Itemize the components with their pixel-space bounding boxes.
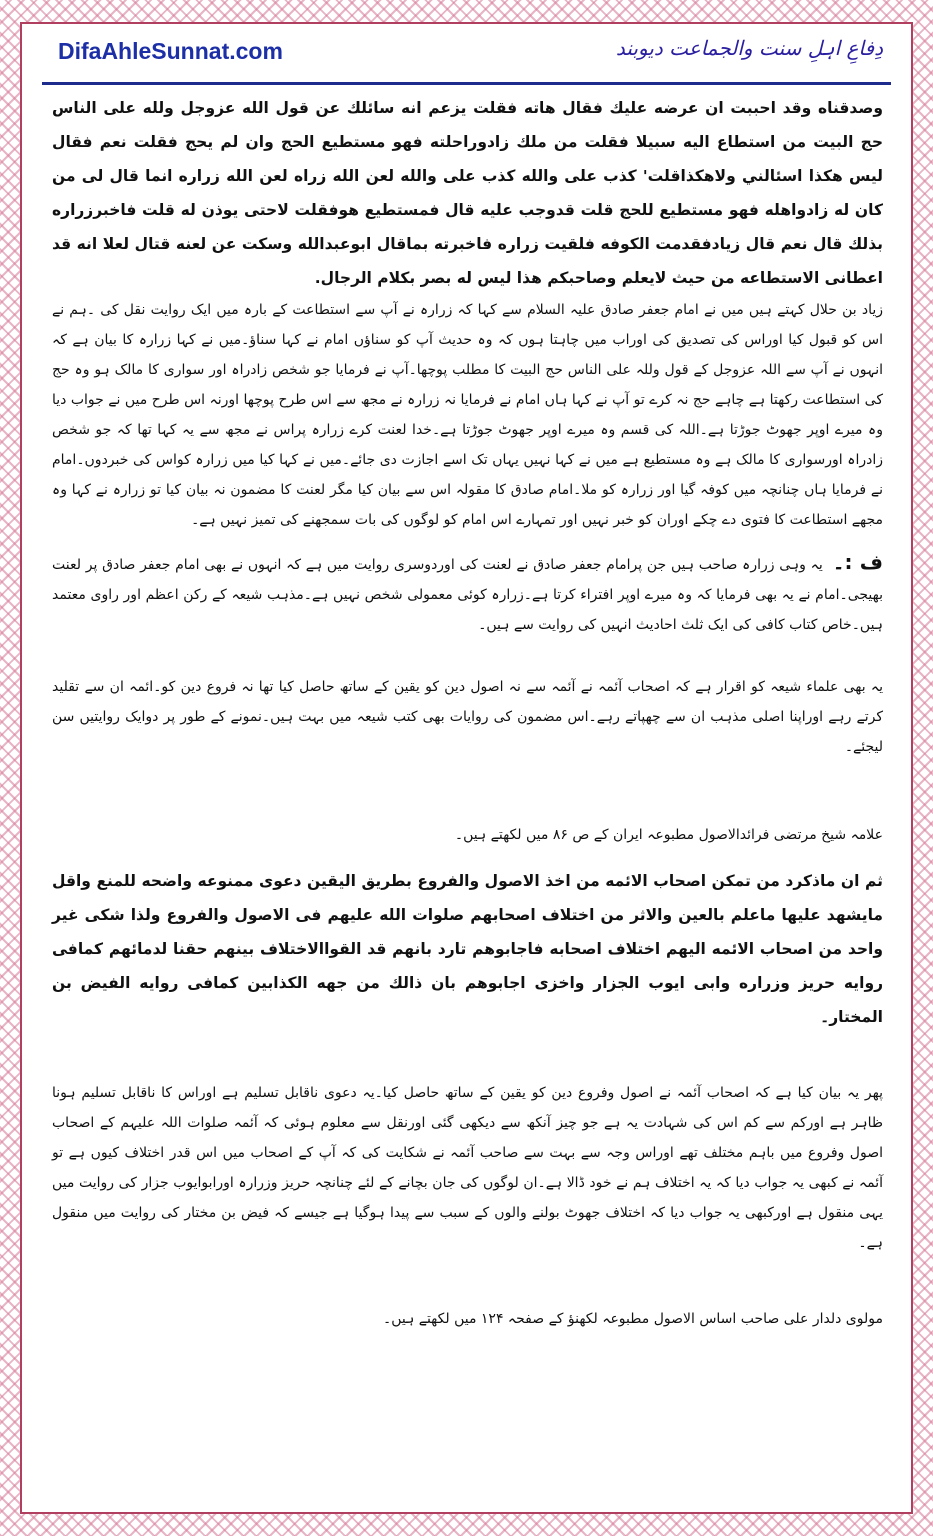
urdu-paragraph-2: یہ بھی علماء شیعہ کو اقرار ہے کہ اصحاب آئمہ نے آئمہ سے نہ اصول دین کو یقین کے ساتھ حاصل کیا تھا نہ فروع دین کو۔ائمہ ان سے تقلید کرتے رہے اوراپنا اصلی مذہب ان سے چھپاتے رہے۔اس مضمون کی روایات بھی کتب شیعہ میں بہت ہیں۔نمونے کے طور پر دوایک روایتیں سن لیجئے۔ [52, 679, 883, 755]
arabic-quote-2: ثم ان ماذكرد من تمكن اصحاب الائمه من اخذ الاصول والفروع بطريق اليقين دعوى ممنوعه واضحه للمنع واقل مايشهد عليها ماعلم بالعين والاثر من اختلاف اصحابهم صلوات الله عليهم فى الاصول والفروع ولذا شكى غير واحد من اصحاب الائمه اليهم اختلاف اصحابه فاجابوهم تارد بانهم قد القواالاختلاف بينهم حقنا لدمائهم كمافى روايه حريز وزراره وابى ايوب الجزار واخزى اجابوهم بان ذالك من جهه الكذابين كمافى روايه الفيض بن المختار۔ [52, 872, 883, 1026]
urdu-translation-1: زیاد بن حلال کہتے ہیں میں نے امام جعفر صادق علیہ السلام سے کہا کہ زرارہ نے آپ سے استطاعت کے بارہ میں ایک روایت نقل کی ۔ہم نے اس کو قبول کیا اوراس کی تصدیق کی اوراب میں چاہتا ہوں کہ وہ حدیث آپ کو سناؤں امام نے کہا سناؤ۔میں نے کہا زرارہ کا بیان ہے کہ انہوں نے آپ سے اللہ عزوجل کے قول وللہ علی الناس حج البیت کا مطلب پوچھا۔آپ نے فرمایا جو شخص زادراہ اور سواری کا مالک ہو وہ حج کی استطاعت رکھتا ہے چاہے حج نہ کرے تو آپ نے کہا ہاں امام نے فرمایا نہ زرارہ نے مجھ سے اس طرح پوچھا اورنہ اس طرح میں نے جواب دیا وہ میرے اوپر جھوٹ جوڑتا ہے۔اللہ کی قسم وہ میرے اوپر جھوٹ جوڑتا ہے۔خدا لعنت کرے زرارہ پراس نے مجھ سے یہ کہا تھا کہ جو شخص زادراہ اورسواری کا مالک ہے وہ مستطیع ہے میں نے کہا نہیں یہاں تک اسے اجازت دی جائے۔میں نے کہا کیا میں زرارہ کواس کی خبردوں۔امام نے فرمایا ہاں چنانچہ میں کوفہ گیا اور زرارہ کو ملا۔امام صادق کا مقولہ اس سے بیان کیا مگر لعنت کا مضمون نہ بیان کیا تو زرارہ نے کہا وہ مجھے استطاعت کا فتوی دے چکے اوران کو خبر نہیں اور تمہارے اس امام کو لوگوں کی بات سمجھنے کی تمیز نہیں ہے۔ [52, 302, 883, 528]
reference-line-1: علامہ شیخ مرتضی فرائدالاصول مطبوعہ ایران کے ص ۸۶ میں لکھتے ہیں۔ [454, 827, 883, 843]
page-content [22, 85, 911, 1334]
urdu-translation-2: پھر یہ بیان کیا ہے کہ اصحاب آئمہ نے اصول وفروع دین کو یقین کے ساتھ حاصل کیا۔یہ دعوی ناقابل تسلیم ہے اوراس کا ناقابل تسلیم ہونا ظاہر ہے اورکم سے کم اس کی شہادت یہ ہے جو چیز آنکھ سے دیکھی گئی اورنقل سے معلوم ہوئی کہ آئمہ صلوات اللہ علیہم کے اصحاب اصول وفروع میں باہم مختلف تھے اوراس وجہ سے بہت سے صاحب آئمہ نے شکایت کی کہ آپ کے اصحاب میں اس قدر اختلاف کیوں ہے تو آئمہ نے کبھی یہ جواب دیا کہ یہ اختلاف ہم نے خود ڈالا ہے۔ان لوگوں کی جان بچانے کے لئے چنانچہ حریز وزرارہ اورابوایوب جزار کی روایت میں یہی منقول ہے اورکبھی یہ جواب دیا کہ اختلاف جھوٹ بولنے والوں کے سبب سے پیدا ہوگیا ہے جیسے کہ فیض بن مختار کی روایت میں منقول ہے۔ [52, 1085, 883, 1251]
note-paragraph [52, 547, 883, 640]
arabic-quote-1: وصدقناه وقد احببت ان عرضه عليك فقال هاته فقلت يزعم انه سائلك عن قول الله عزوجل ولله على الناس حج البيت من استطاع اليه سبيلا فقلت من ملك زادوراحلته فهو مستطيع الحج وان لم يحج فقلت نعم فقال ليس هكذا اسئالني ولاهكذاقلت' كذب على والله كذب على والله لعن الله زراه لعن الله زراره انما قال لى من كان له زادواهله فهو مستطيع للحج قلت قدوجب عليه قال فمستطيع هوفقلت لاحتى يوذن له قلت فاخبرزراره بذلك قال نعم قال زيادفقدمت الكوفه فلقيت زراره فاخبرته بماقال ابوعبدالله وسكت عن لعنه قتال لعلا انه قد اعطانى الاستطاعه من حيث لايعلم وصاحبكم هذا ليس له بصر بكلام الرجال. [52, 99, 883, 287]
site-name[interactable]: DifaAhleSunnat.com [58, 38, 283, 64]
reference-line-2: مولوی دلدار علی صاحب اساس الاصول مطبوعہ لکھنؤ کے صفحہ ۱۲۴ میں لکھتے ہیں۔ [383, 1311, 883, 1327]
page-header [42, 24, 891, 85]
note-label: ف :۔ [832, 550, 883, 574]
note-text: یہ وہی زرارہ صاحب ہیں جن پرامام جعفر صادق نے لعنت کی اوردوسری روایت میں ہے کہ انہوں نے بھی امام جعفر صادق پر لعنت بھیجی۔امام نے یہ بھی فرمایا کہ وہ میرے اوپر افتراء کرتا ہے۔زرارہ کوئی معمولی شخص نہیں ہے۔مذہب شیعہ کے رکن اعظم اور راوی معتمد ہیں۔خاص کتاب کافی کی ایک ثلث احادیث انہیں کی روایت سے ہیں۔ [52, 557, 883, 633]
header-title: دِفاعِ اہلِ سنت والجماعت دیوبند [615, 36, 883, 60]
page-frame [20, 22, 913, 1514]
